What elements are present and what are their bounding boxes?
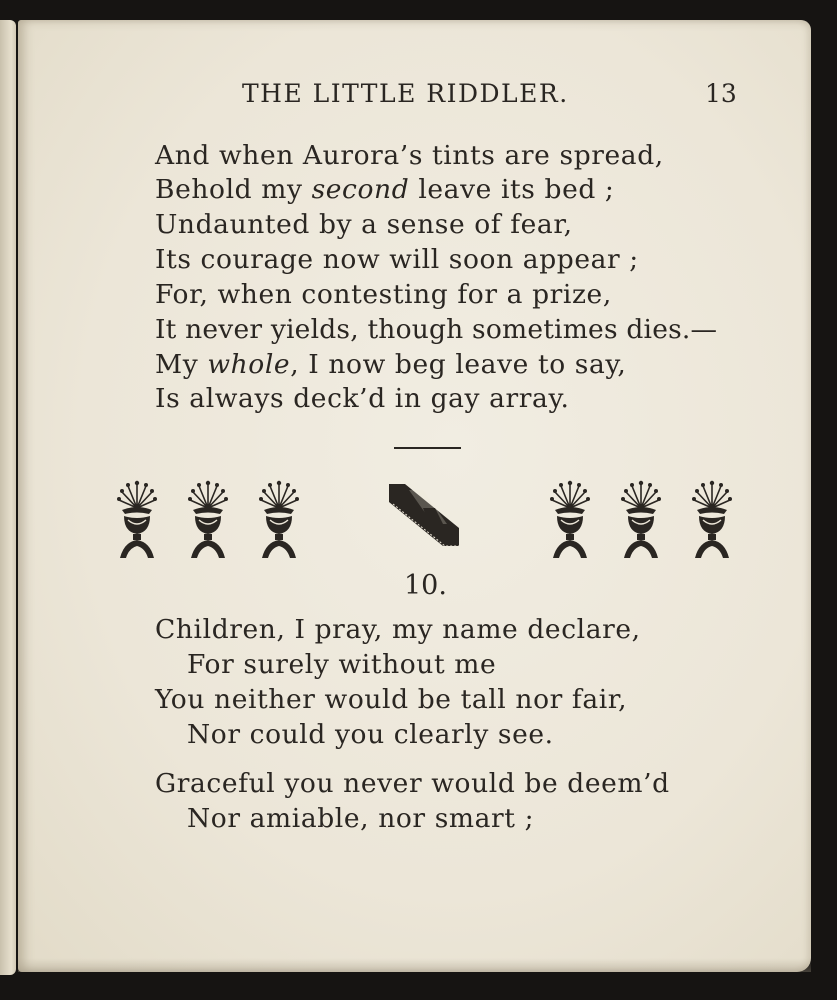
verse-line: It never yields, though sometimes dies.— <box>155 314 718 345</box>
verse-line: My whole, I now beg leave to say, <box>155 349 627 380</box>
verse-line: For surely without me <box>187 649 497 680</box>
verse-line: Graceful you never would be deem’d <box>155 768 670 799</box>
flower-vase-icon <box>689 478 735 560</box>
verse-line: Nor could you clearly see. <box>187 719 554 750</box>
running-title: THE LITTLE RIDDLER. <box>242 79 569 108</box>
verse-line: Behold my second leave its bed ; <box>155 174 615 205</box>
flower-vase-icon <box>185 478 231 560</box>
flower-vase-icon <box>256 478 302 560</box>
verse-line: You neither would be tall nor fair, <box>155 684 628 715</box>
verse-line: And when Aurora’s tints are spread, <box>155 140 664 171</box>
page-bottom-edge <box>18 958 811 972</box>
verse-line: Undaunted by a sense of fear, <box>155 209 573 240</box>
verse-line: Is always deck’d in gay array. <box>155 383 570 414</box>
flower-vase-icon <box>114 478 160 560</box>
riddle-number: 10. <box>404 570 447 601</box>
separator-rule <box>394 447 461 449</box>
facing-page-edge <box>0 20 16 975</box>
letter-a-block-icon <box>383 480 463 550</box>
flower-vase-icon <box>618 478 664 560</box>
verse-line: Its courage now will soon appear ; <box>155 244 639 275</box>
page-number: 13 <box>705 79 737 108</box>
verse-line: Nor amiable, nor smart ; <box>187 803 535 834</box>
flower-vase-icon <box>547 478 593 560</box>
verse-line: For, when contesting for a prize, <box>155 279 612 310</box>
verse-line: Children, I pray, my name declare, <box>155 614 641 645</box>
